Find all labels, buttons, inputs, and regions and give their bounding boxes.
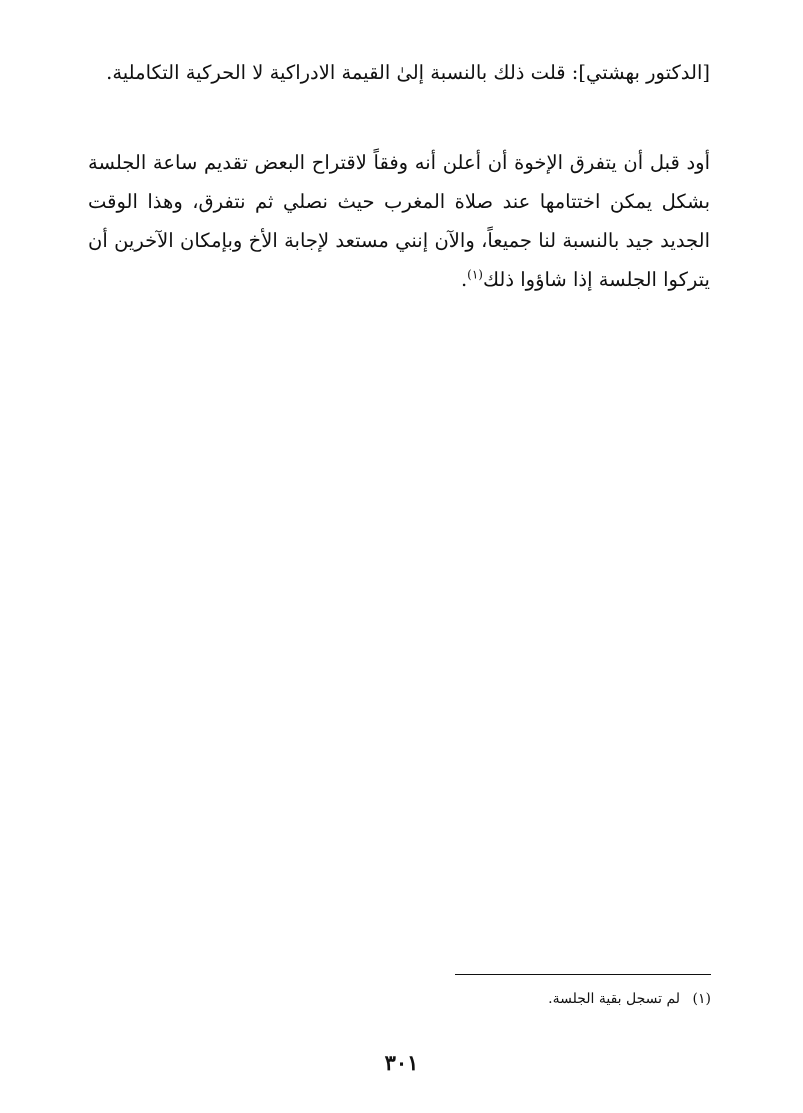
footnote-text: لم تسجل بقية الجلسة. xyxy=(548,991,681,1007)
page-number: ٣٠١ xyxy=(384,1050,419,1075)
paragraph-2-text: أود قبل أن يتفرق الإخوة أن أعلن أنه وفقاً لاقتراح البعض تقديم ساعة الجلسة بشكل يمكن اختتامها عند صلاة المغرب حيث نصلي ثم نتفرق، وهذا الوقت الجديد جيد بالنسبة لنا جميعاً، والآن إنني مستعد لإجابة الأخ وبإمكان الآخرين أن يتركوا الجلسة إذا شاؤوا ذلك xyxy=(88,151,710,291)
footnote-number: (١) xyxy=(692,991,711,1007)
paragraph-1 xyxy=(88,53,710,92)
footnote xyxy=(300,988,711,1010)
paragraph-1-text: [الدكتور بهشتي]: قلت ذلك بالنسبة إلىٰ القيمة الادراكية لا الحركية التكاملية. xyxy=(106,61,710,84)
paragraph-2-end: . xyxy=(460,268,468,291)
footnote-reference[interactable]: (١) xyxy=(467,267,483,282)
footnote-divider xyxy=(455,974,711,975)
paragraph-2 xyxy=(88,143,710,299)
